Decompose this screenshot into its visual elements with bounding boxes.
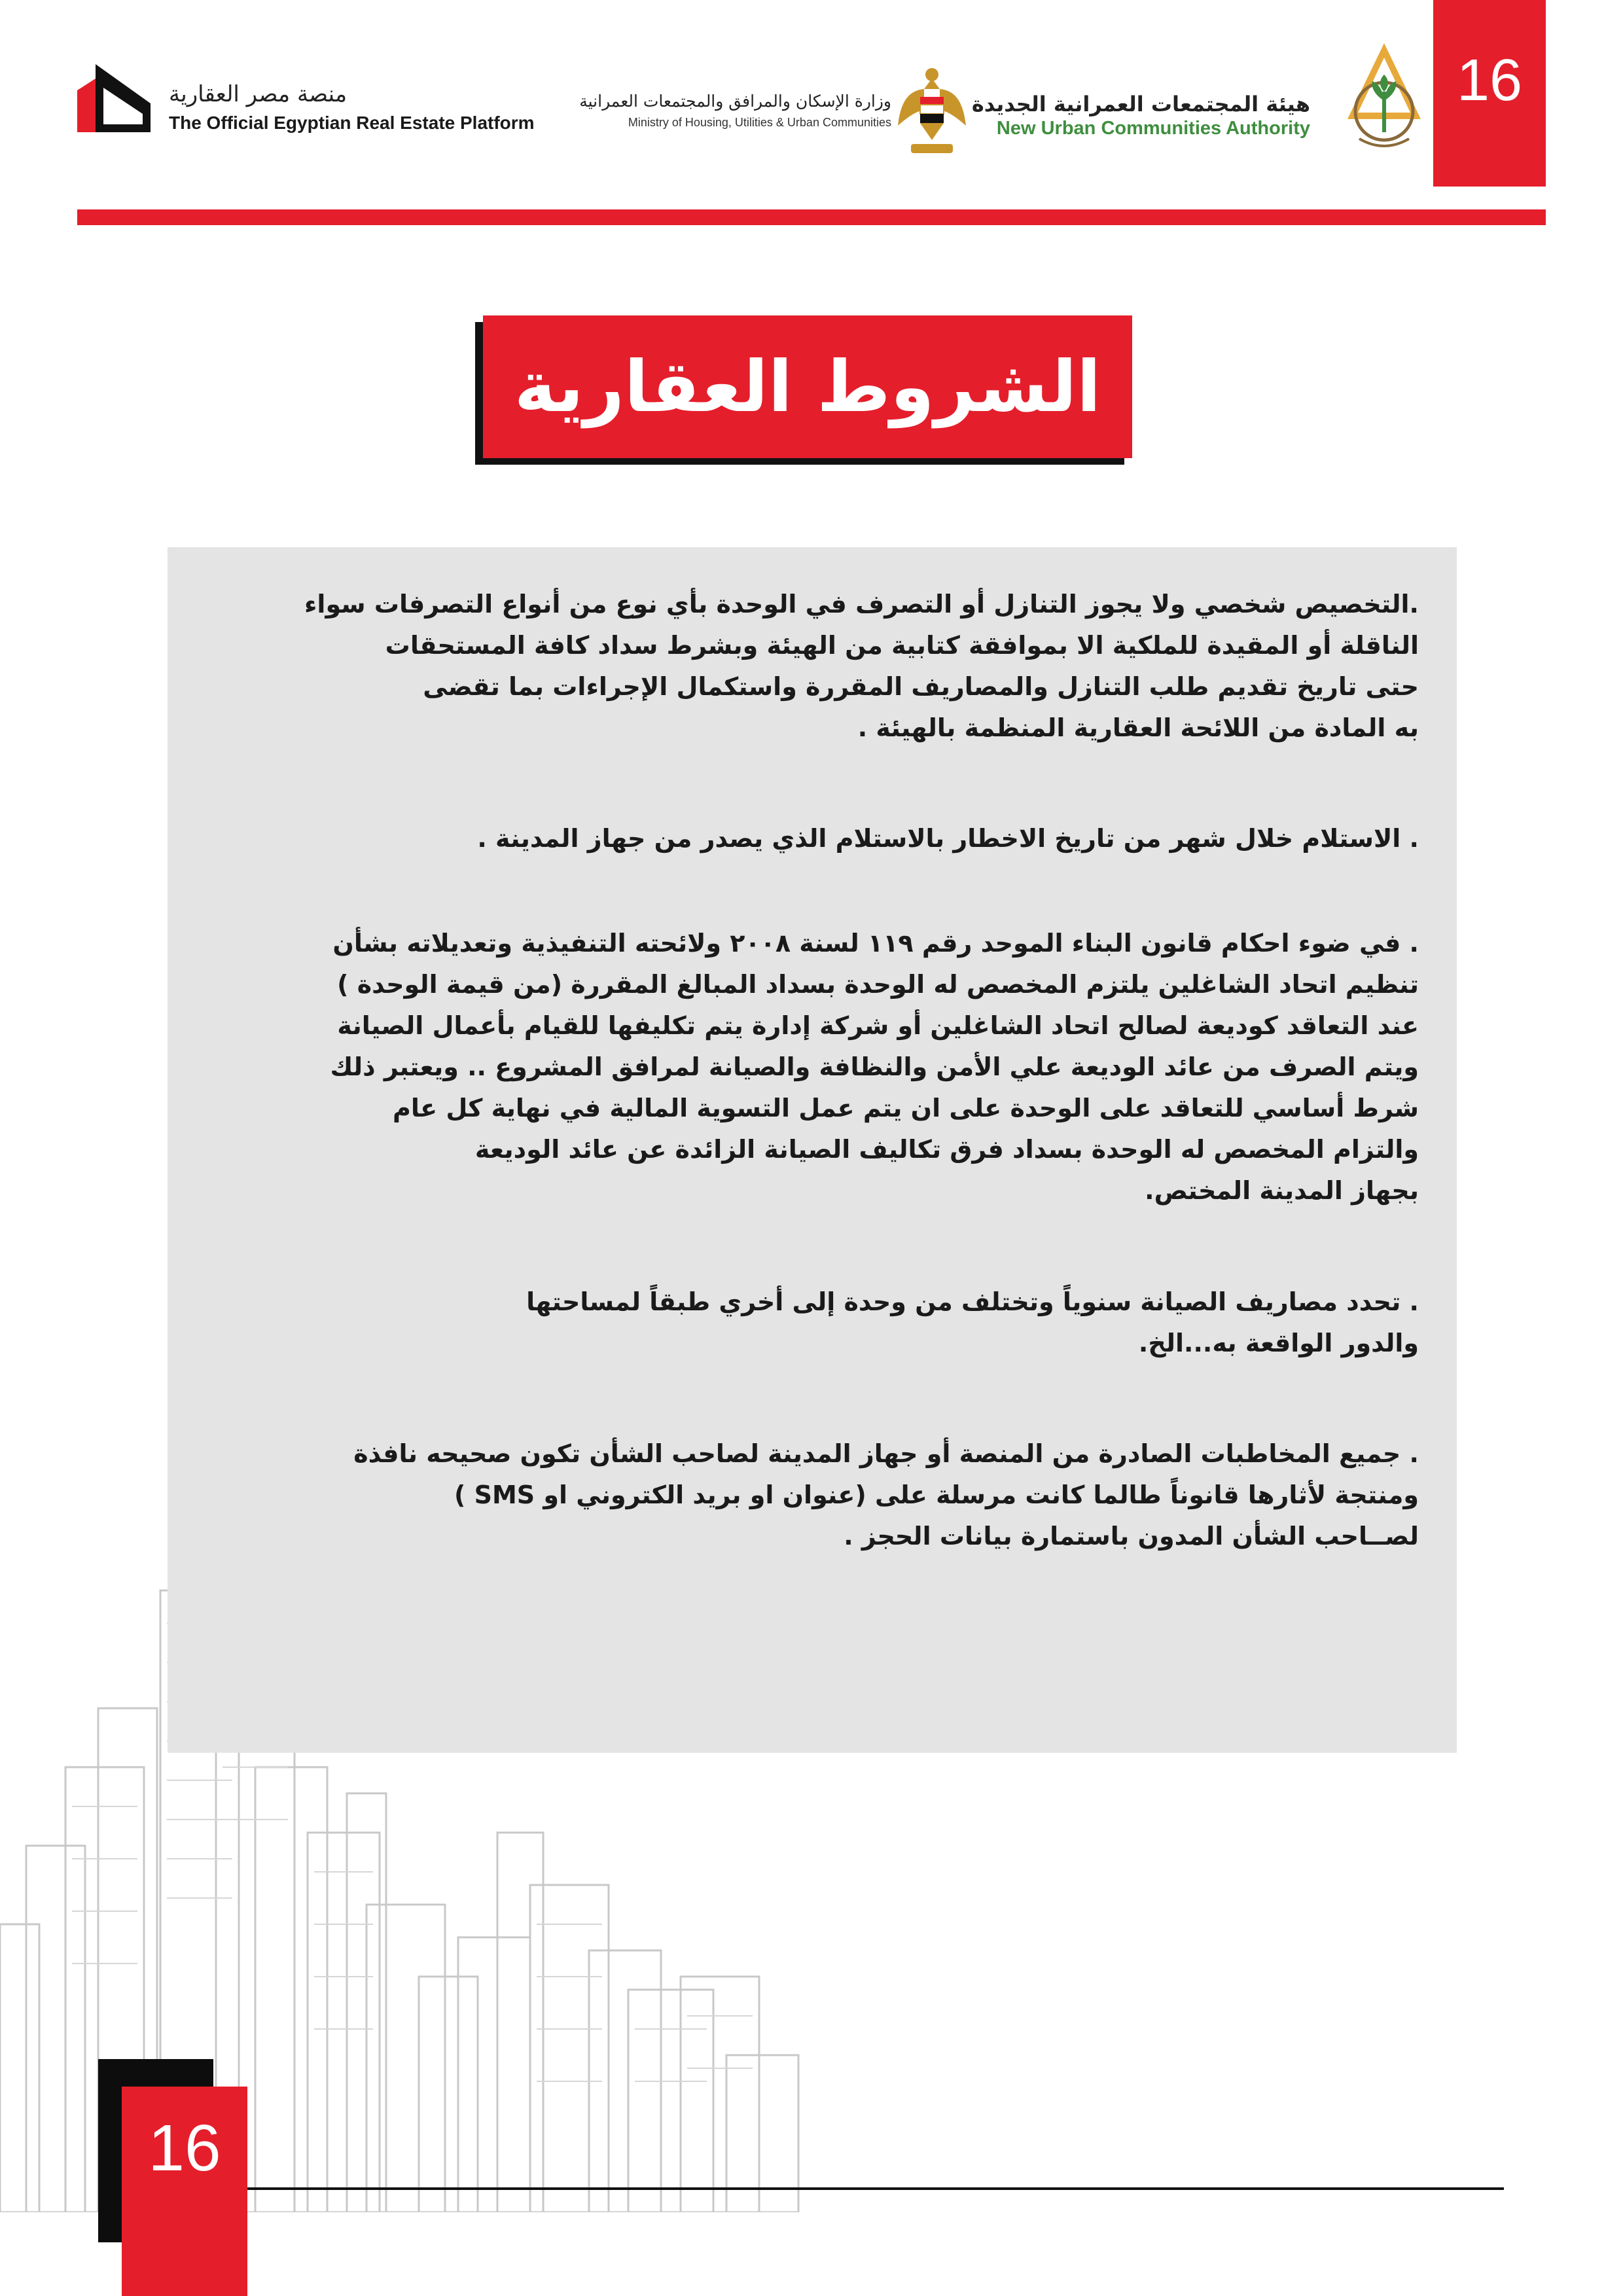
term-item-1 xyxy=(304,584,1419,749)
term-line: والدور الواقعة به...الخ. xyxy=(1138,1329,1419,1357)
header-divider xyxy=(77,209,1546,225)
footer-rule xyxy=(247,2187,1504,2190)
page-number: 16 xyxy=(1456,48,1523,113)
term-line: بجهاز المدينة المختص. xyxy=(1145,1176,1419,1205)
ministry-name-en: Ministry of Housing, Utilities & Urban Communities xyxy=(628,116,891,129)
platform-name-en: The Official Egyptian Real Estate Platform xyxy=(169,113,535,133)
term-item-5 xyxy=(353,1433,1419,1557)
term-item-2 xyxy=(477,818,1419,859)
nuca-branding xyxy=(972,92,1310,139)
platform-name-ar: منصة مصر العقارية xyxy=(169,81,348,107)
term-line: ومنتجة لأثارها قانوناً طالما كانت مرسلة على (عنوان او بريد الكتروني او SMS ) xyxy=(454,1480,1419,1509)
nuca-name-en: New Urban Communities Authority xyxy=(996,118,1310,139)
page-number-tab xyxy=(1433,0,1546,187)
term-item-4 xyxy=(526,1282,1419,1364)
term-item-3 xyxy=(330,923,1419,1211)
term-line: الناقلة أو المقيدة للملكية الا بموافقة كتابية من الهيئة وبشرط سداد كافة المستحقات xyxy=(385,631,1419,660)
footer-page-number: 16 xyxy=(148,2111,221,2185)
ministry-name-ar: وزارة الإسكان والمرافق والمجتمعات العمرانية xyxy=(579,92,891,111)
term-line: عند التعاقد كوديعة لصالح اتحاد الشاغلين أو شركة إدارة يتم تكليفها للقيام بأعمال الصيانة xyxy=(337,1011,1419,1040)
platform-logo-icon xyxy=(77,64,153,134)
term-line: . الاستلام خلال شهر من تاريخ الاخطار بالاستلام الذي يصدر من جهاز المدينة . xyxy=(477,824,1419,853)
term-line: . جميع المخاطبات الصادرة من المنصة أو جهاز المدينة لصاحب الشأن تكون صحيحه نافذة xyxy=(353,1439,1419,1468)
term-line: ويتم الصرف من عائد الوديعة علي الأمن والنظافة والصيانة لمرافق المشروع .. ويعتبر ذلك xyxy=(330,1052,1419,1081)
term-line: لصــاحب الشأن المدون باستمارة بيانات الحجز . xyxy=(844,1522,1419,1551)
term-line: تنظيم اتحاد الشاغلين يلتزم المخصص له الوحدة بسداد المبالغ المقررة (من قيمة الوحدة ) xyxy=(337,970,1419,999)
term-line: .التخصيص شخصي ولا يجوز التنازل أو التصرف في الوحدة بأي نوع من أنواع التصرفات سواء xyxy=(304,590,1419,619)
term-line: . في ضوء احكام قانون البناء الموحد رقم ١١٩ لسنة ٢٠٠٨ ولائحته التنفيذية وتعديلاته بشأن xyxy=(332,929,1419,958)
nuca-logo-icon xyxy=(1345,41,1423,158)
term-line: شرط أساسي للتعاقد على الوحدة على ان يتم عمل التسوية المالية في نهاية كل عام xyxy=(393,1094,1419,1122)
term-line: حتى تاريخ تقديم طلب التنازل والمصاريف المقررة واستكمال الإجراءات بما تقضى xyxy=(423,672,1419,701)
term-line: والتزام المخصص له الوحدة بسداد فرق تكاليف الصيانة الزائدة عن عائد الوديعة xyxy=(474,1135,1419,1164)
egypt-eagle-icon xyxy=(895,63,969,161)
title-banner xyxy=(483,315,1132,458)
term-line: به المادة من اللائحة العقارية المنظمة بالهيئة . xyxy=(857,713,1419,742)
term-line: . تحدد مصاريف الصيانة سنوياً وتختلف من وحدة إلى أخري طبقاً لمساحتها xyxy=(526,1287,1419,1316)
ministry-branding xyxy=(579,92,891,130)
page-title: الشروط العقارية xyxy=(514,346,1101,428)
nuca-name-ar: هيئة المجتمعات العمرانية الجديدة xyxy=(971,92,1310,117)
